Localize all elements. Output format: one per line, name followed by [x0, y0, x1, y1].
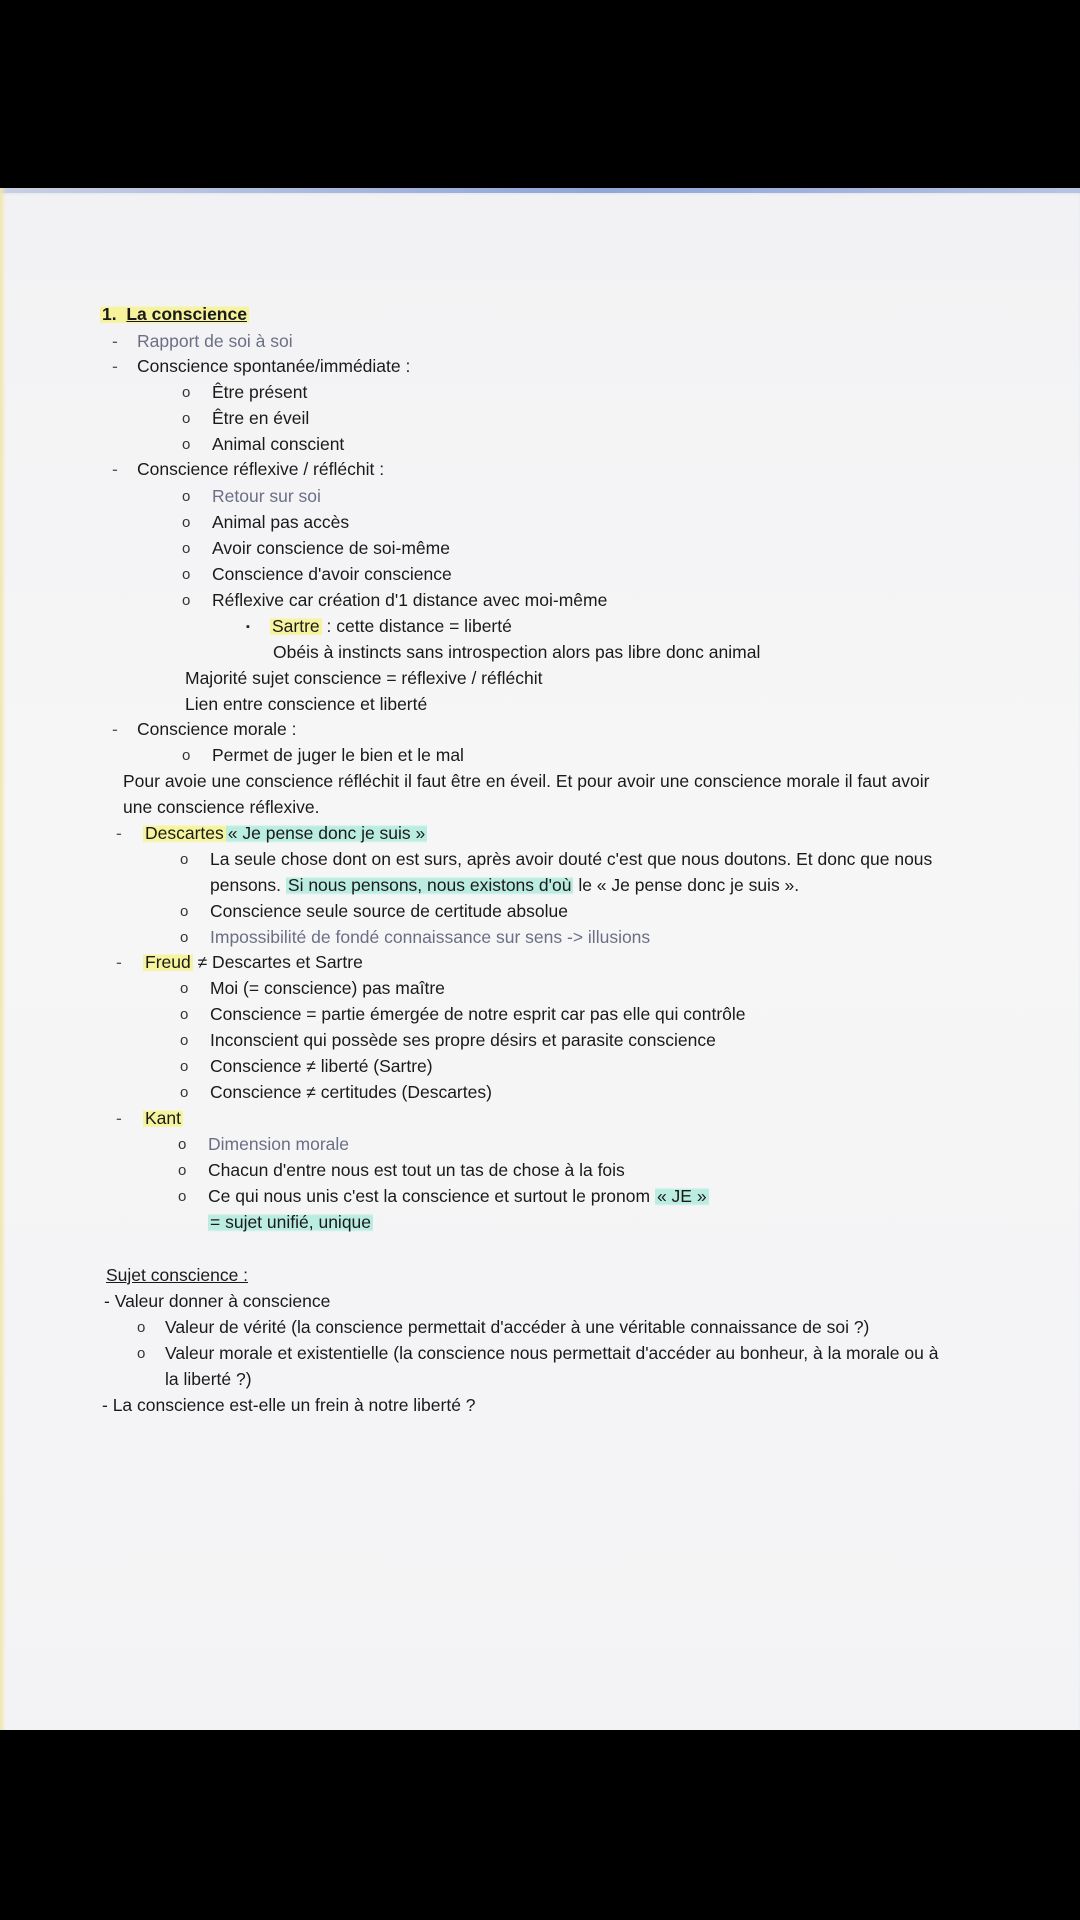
freud-text: ≠ Descartes et Sartre	[197, 952, 363, 972]
list-item: Valeur de vérité (la conscience permettait d'accéder à une véritable connaissance de soi ?)	[165, 1317, 870, 1337]
bullet-circle: o	[137, 1319, 146, 1336]
bullet-circle: o	[178, 1188, 187, 1205]
list-item: Moi (= conscience) pas maître	[210, 978, 445, 998]
sujet-heading: Sujet conscience :	[106, 1265, 249, 1285]
highlighted-segment: « JE »	[656, 1186, 707, 1206]
list-item: Avoir conscience de soi-même	[212, 538, 450, 558]
list-item: La seule chose dont on est surs, après avoir douté c'est que nous doutons. Et donc que nous	[210, 849, 933, 869]
item-freud	[143, 951, 363, 973]
list-item-continuation: la liberté ?)	[165, 1369, 252, 1389]
list-item: Conscience ≠ liberté (Sartre)	[210, 1056, 433, 1076]
section-heading: 1. La conscience	[102, 304, 247, 324]
bullet-circle: o	[180, 1084, 189, 1101]
bullet-circle: o	[182, 488, 191, 505]
text-segment: Ce qui nous unis c'est la conscience et surtout le pronom	[208, 1186, 651, 1206]
descartes-name: Descartes	[145, 823, 224, 843]
bullet-circle: o	[180, 929, 189, 946]
list-item: Être présent	[212, 382, 308, 402]
bullet-dash: -	[112, 459, 118, 479]
highlighted-segment: = sujet unifié, unique	[210, 1212, 372, 1232]
paragraph-line: une conscience réflexive.	[123, 797, 320, 817]
item-sartre	[270, 615, 512, 637]
bullet-circle: o	[180, 1006, 189, 1023]
item-morale: Conscience morale :	[137, 719, 297, 739]
bullet-circle: o	[178, 1136, 187, 1153]
item-spontanee: Conscience spontanée/immédiate :	[137, 356, 411, 376]
bullet-circle: o	[182, 514, 191, 531]
kant-name: Kant	[145, 1108, 181, 1128]
bullet-circle: o	[182, 540, 191, 557]
bullet-circle: o	[182, 592, 191, 609]
list-item-continuation	[210, 874, 799, 896]
bullet-circle: o	[182, 410, 191, 427]
bullet-circle: o	[180, 1032, 189, 1049]
bullet-circle: o	[180, 980, 189, 997]
bullet-circle: o	[182, 436, 191, 453]
list-item: Conscience seule source de certitude absolue	[210, 901, 568, 921]
bullet-circle: o	[182, 384, 191, 401]
list-item: Retour sur soi	[212, 486, 321, 506]
item-descartes	[143, 822, 427, 844]
sartre-text: : cette distance = liberté	[326, 616, 512, 636]
item-majorite: Majorité sujet conscience = réflexive / réfléchit	[185, 668, 543, 688]
list-item: Conscience = partie émergée de notre esprit car pas elle qui contrôle	[210, 1004, 746, 1024]
descartes-quote: « Je pense donc je suis »	[227, 823, 426, 843]
freud-name: Freud	[145, 952, 191, 972]
bullet-circle: o	[178, 1162, 187, 1179]
bullet-circle: o	[137, 1345, 146, 1362]
bullet-dash: -	[112, 356, 118, 376]
sartre-continuation: Obéis à instincts sans introspection alors pas libre donc animal	[273, 642, 761, 662]
item-kant	[143, 1107, 183, 1129]
item-rapport: Rapport de soi à soi	[137, 331, 293, 351]
bullet-dash: -	[116, 952, 122, 972]
item-lien: Lien entre conscience et liberté	[185, 694, 428, 714]
list-item-continuation	[208, 1211, 373, 1233]
bullet-dash: -	[116, 1108, 122, 1128]
page-top-edge	[0, 188, 1080, 193]
list-item: Permet de juger le bien et le mal	[212, 745, 464, 765]
list-item: Animal conscient	[212, 434, 345, 454]
bullet-square: ▪	[246, 621, 250, 633]
bullet-circle: o	[180, 903, 189, 920]
list-item: Animal pas accès	[212, 512, 350, 532]
highlighted-segment: Si nous pensons, nous existons d'où	[287, 875, 572, 895]
bullet-dash: -	[112, 331, 118, 351]
bullet-circle: o	[180, 851, 189, 868]
list-item: Valeur morale et existentielle (la conscience nous permettait d'accéder au bonheur, à la morale ou à	[165, 1343, 939, 1363]
text-segment: pensons.	[210, 875, 282, 895]
sujet-question: - La conscience est-elle un frein à notre liberté ?	[102, 1395, 476, 1415]
bullet-dash: -	[116, 823, 122, 843]
list-item: Inconscient qui possède ses propre désirs et parasite conscience	[210, 1030, 716, 1050]
sujet-valeur: - Valeur donner à conscience	[104, 1291, 331, 1311]
bullet-circle: o	[180, 1058, 189, 1075]
list-item: Chacun d'entre nous est tout un tas de chose à la fois	[208, 1160, 625, 1180]
bullet-dash: -	[112, 719, 118, 739]
text-segment: le « Je pense donc je suis ».	[578, 875, 800, 895]
list-item	[208, 1185, 709, 1207]
list-item: Impossibilité de fondé connaissance sur sens -> illusions	[210, 927, 651, 947]
page-left-edge	[0, 188, 6, 1730]
list-item: Réflexive car création d'1 distance avec moi-même	[212, 590, 608, 610]
bullet-circle: o	[182, 747, 191, 764]
list-item: Conscience ≠ certitudes (Descartes)	[210, 1082, 492, 1102]
item-reflexive: Conscience réflexive / réfléchit :	[137, 459, 385, 479]
paragraph-line: Pour avoie une conscience réfléchit il faut être en éveil. Et pour avoir une conscience morale il faut avoir	[123, 771, 930, 791]
bullet-circle: o	[182, 566, 191, 583]
list-item: Être en éveil	[212, 408, 310, 428]
sartre-name: Sartre	[272, 616, 320, 636]
document-page	[0, 188, 1080, 1730]
list-item: Conscience d'avoir conscience	[212, 564, 452, 584]
list-item: Dimension morale	[208, 1134, 350, 1154]
